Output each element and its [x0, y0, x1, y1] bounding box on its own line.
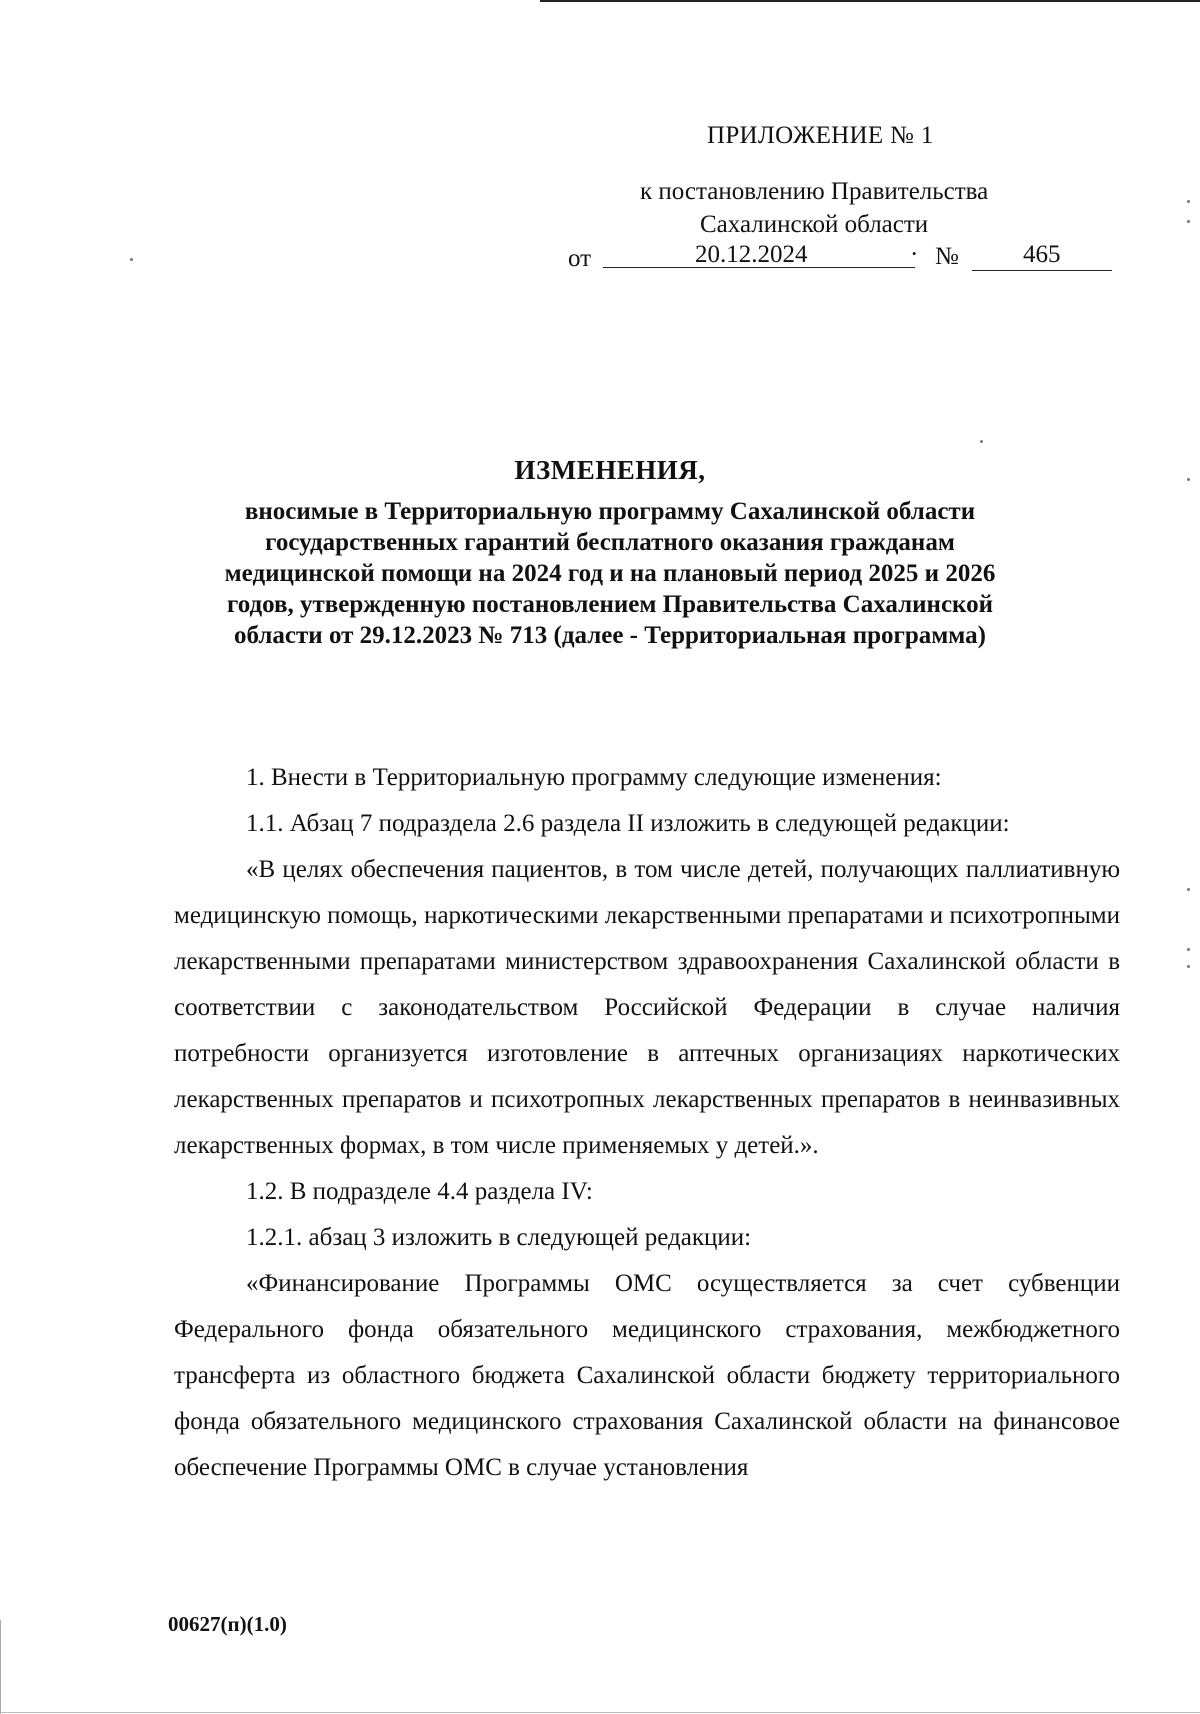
document-heading — [160, 452, 1060, 651]
document-body — [174, 755, 1120, 1491]
paragraph-item-1-2-1: 1.2.1. абзац 3 изложить в следующей редакции: — [246, 1224, 752, 1251]
appendix-line-2: Сахалинской области — [700, 211, 929, 238]
paragraph-quote-2: «Финансирование Программы ОМС осуществляется за счет субвенции Федерального фонда обязательного медицинского страхования, межбюджетного трансферта из областного бюджета Сахалинской области бюджету территориального фонда обязательного медицинского страхования Сахалинской области на финансовое обеспечение Программы ОМС в случае установления — [174, 1270, 1120, 1481]
paragraph-item-1-1: 1.1. Абзац 7 подраздела 2.6 раздела II изложить в следующей редакции: — [246, 810, 1010, 837]
heading-subtitle — [160, 496, 1060, 651]
scan-speck — [1187, 478, 1190, 481]
scan-speck — [1187, 200, 1190, 203]
scan-speck — [1187, 965, 1190, 968]
decree-date: 20.12.2024 — [695, 241, 808, 268]
paragraph-quote-1: «В целях обеспечения пациентов, в том числе детей, получающих паллиативную медицинскую помощь, наркотическими лекарственными препаратами и психотропными лекарственными препаратами министерством здравоохранения Сахалинской области в соответствии с законодательством Российской Федерации в случае наличия потребности организуется изготовление в аптечных организациях наркотических лекарственных препаратов и психотропных лекарственных препаратов в неинвазивных лекарственных формах, в том числе применяемых у детей.». — [174, 856, 1120, 1159]
heading-subtitle-line: годов, утвержденную постановлением Правительства Сахалинской — [226, 591, 994, 618]
scan-speck — [980, 440, 983, 443]
heading-subtitle-line: вносимые в Территориальную программу Сахалинской области — [244, 498, 976, 525]
appendix-date-number-row — [560, 239, 1120, 273]
appendix-line-1: к постановлению Правительства — [640, 178, 989, 205]
heading-subtitle-line: государственных гарантий бесплатного оказания гражданам — [265, 529, 955, 556]
number-label: № — [935, 243, 959, 270]
heading-subtitle-line: области от 29.12.2023 № 713 (далее - Территориальная программа) — [234, 622, 986, 649]
paragraph-item-1-2: 1.2. В подразделе 4.4 раздела IV: — [246, 1178, 593, 1205]
scan-edge-line-bottom — [0, 1712, 1200, 1713]
scan-speck — [1187, 948, 1190, 951]
from-label: от — [568, 245, 592, 272]
appendix-title: ПРИЛОЖЕНИЕ № 1 — [707, 122, 934, 149]
scan-speck — [1187, 888, 1190, 891]
scan-edge-line-left — [0, 1620, 1, 1714]
date-dot: · — [910, 241, 919, 268]
form-code: 00627(п)(1.0) — [168, 1612, 287, 1636]
paragraph-item-1: 1. Внести в Территориальную программу следующие изменения: — [246, 764, 942, 791]
scan-edge-line — [540, 0, 1200, 2]
heading-subtitle-line: медицинской помощи на 2024 год и на плановый период 2025 и 2026 — [224, 560, 996, 587]
scan-speck — [1187, 220, 1190, 223]
heading-title: ИЗМЕНЕНИЯ, — [514, 455, 706, 485]
decree-number: 465 — [1023, 241, 1061, 268]
scan-speck — [130, 258, 133, 261]
